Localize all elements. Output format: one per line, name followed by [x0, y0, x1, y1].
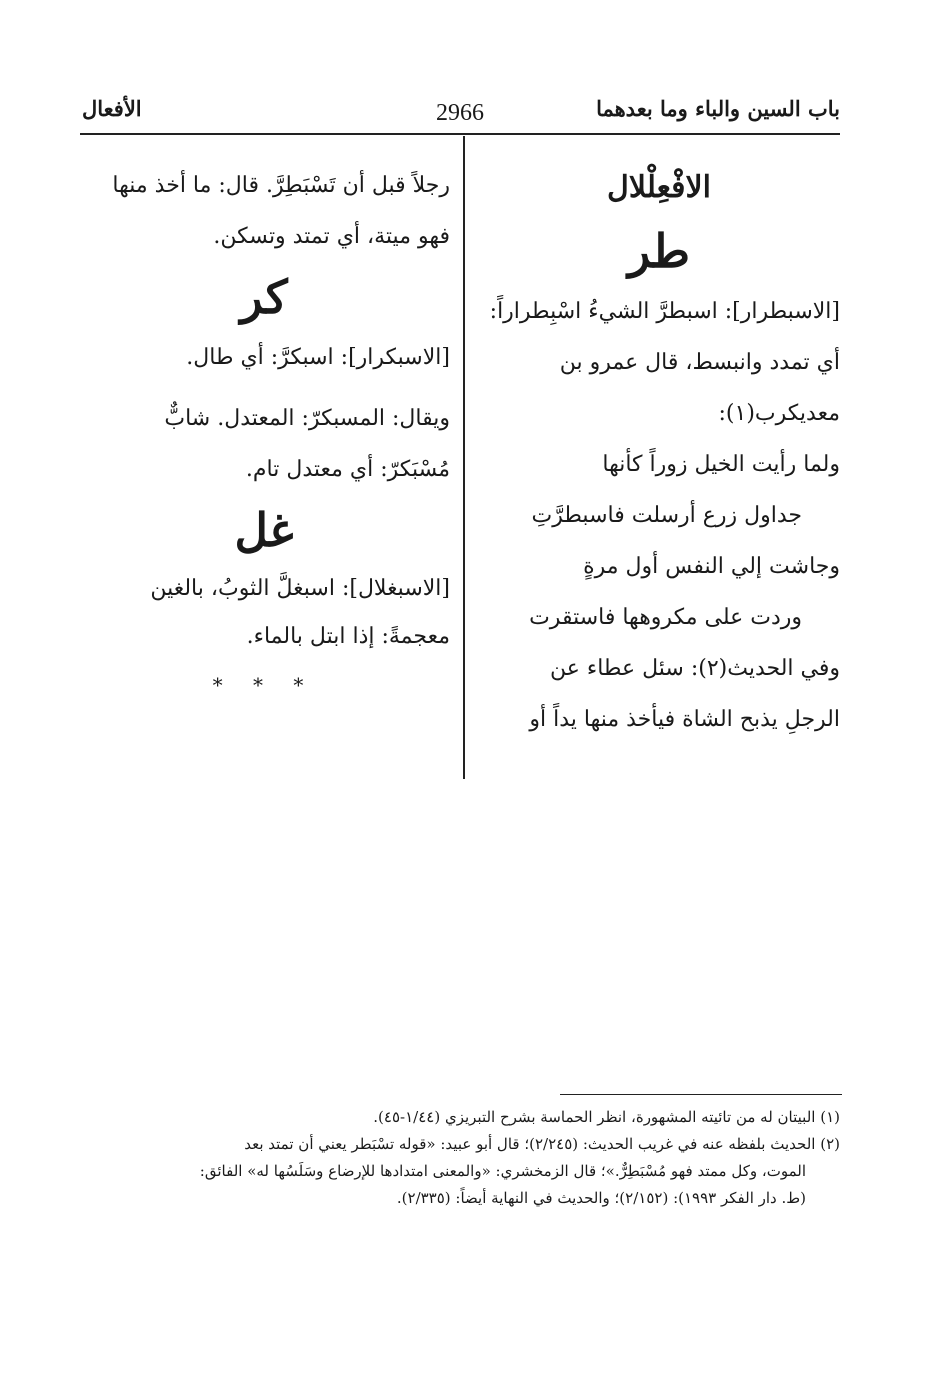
text-line: وفي الحديث(٢): سئل عطاء عن — [550, 656, 840, 681]
poem-line: وردت على مكروهها فاستقرت — [529, 605, 802, 630]
footnote-continuation: الموت، وكل ممتد فهو مُسْبَطِرٌّ.»؛ قال الزمخشري: «والمعنى امتدادها للإرضاع وسَلَسُها له» الفائق: — [199, 1162, 806, 1180]
root-heading: غل — [234, 503, 294, 557]
poem-line: وجاشت إلي النفس أول مرةٍ — [583, 554, 840, 579]
text-line: [الاسبغلال]: اسبغلَّ الثوبُ، بالغين — [150, 576, 450, 601]
section-title: الافْعِلْلال — [607, 170, 711, 205]
header-rule — [80, 133, 840, 135]
footnotes — [80, 1104, 840, 1212]
poem-line: جداول زرع أرسلت فاسبطرَّتِ — [531, 503, 802, 528]
text-line: فهو ميتة، أي تمتد وتسكن. — [213, 224, 450, 249]
text-line: ويقال: المسبكرّ: المعتدل. شابٌّ — [164, 406, 450, 431]
text-line: معجمةً: إذا ابتل بالماء. — [246, 624, 450, 649]
footnote: (١) البيتان له من تائيته المشهورة، انظر الحماسة بشرح التبريزي (١/٤٤-٤٥). — [373, 1108, 840, 1126]
footnote: (٢) الحديث بلفظه عنه في غريب الحديث: (٢/٢٤٥)؛ قال أبو عبيد: «قوله تسْبَطر يعني أن تمتد بعد — [244, 1135, 840, 1153]
poem-line: ولما رأيت الخيل زوراً كأنها — [602, 452, 840, 477]
chapter-title: الأفعال — [82, 96, 142, 121]
footnote-rule — [560, 1094, 842, 1095]
root-heading: كر — [240, 270, 288, 324]
section-end-stars: * * * — [212, 673, 316, 697]
text-line: الرجلِ يذبح الشاة فيأخذ منها يداً أو — [529, 707, 840, 732]
text-line: معديكرب(١): — [718, 401, 840, 426]
text-line: مُسْبَكرّ: أي معتدل تام. — [245, 457, 450, 482]
page-number: 2966 — [436, 100, 484, 126]
text-line: [الاسبكرار]: اسبكرَّ: أي طال. — [186, 345, 450, 370]
running-title: باب السين والباء وما بعدهما — [596, 96, 840, 121]
footnote-continuation: (ط. دار الفكر ١٩٩٣): (٢/١٥٢)؛ والحديث في النهاية أيضاً: (٢/٣٣٥). — [396, 1189, 806, 1207]
page-header — [80, 96, 840, 132]
column-divider — [463, 136, 465, 779]
text-line: [الاسبطرار]: اسبطرَّ الشيءُ اسْبِطراراً: — [489, 299, 840, 324]
root-heading: طر — [628, 224, 690, 278]
text-line: أي تمدد وانبسط، قال عمرو بن — [559, 350, 840, 375]
right-column — [478, 160, 840, 745]
left-column — [78, 160, 450, 709]
text-line: رجلاً قبل أن تَسْبَطِرَّ. قال: ما أخذ منها — [112, 173, 450, 198]
